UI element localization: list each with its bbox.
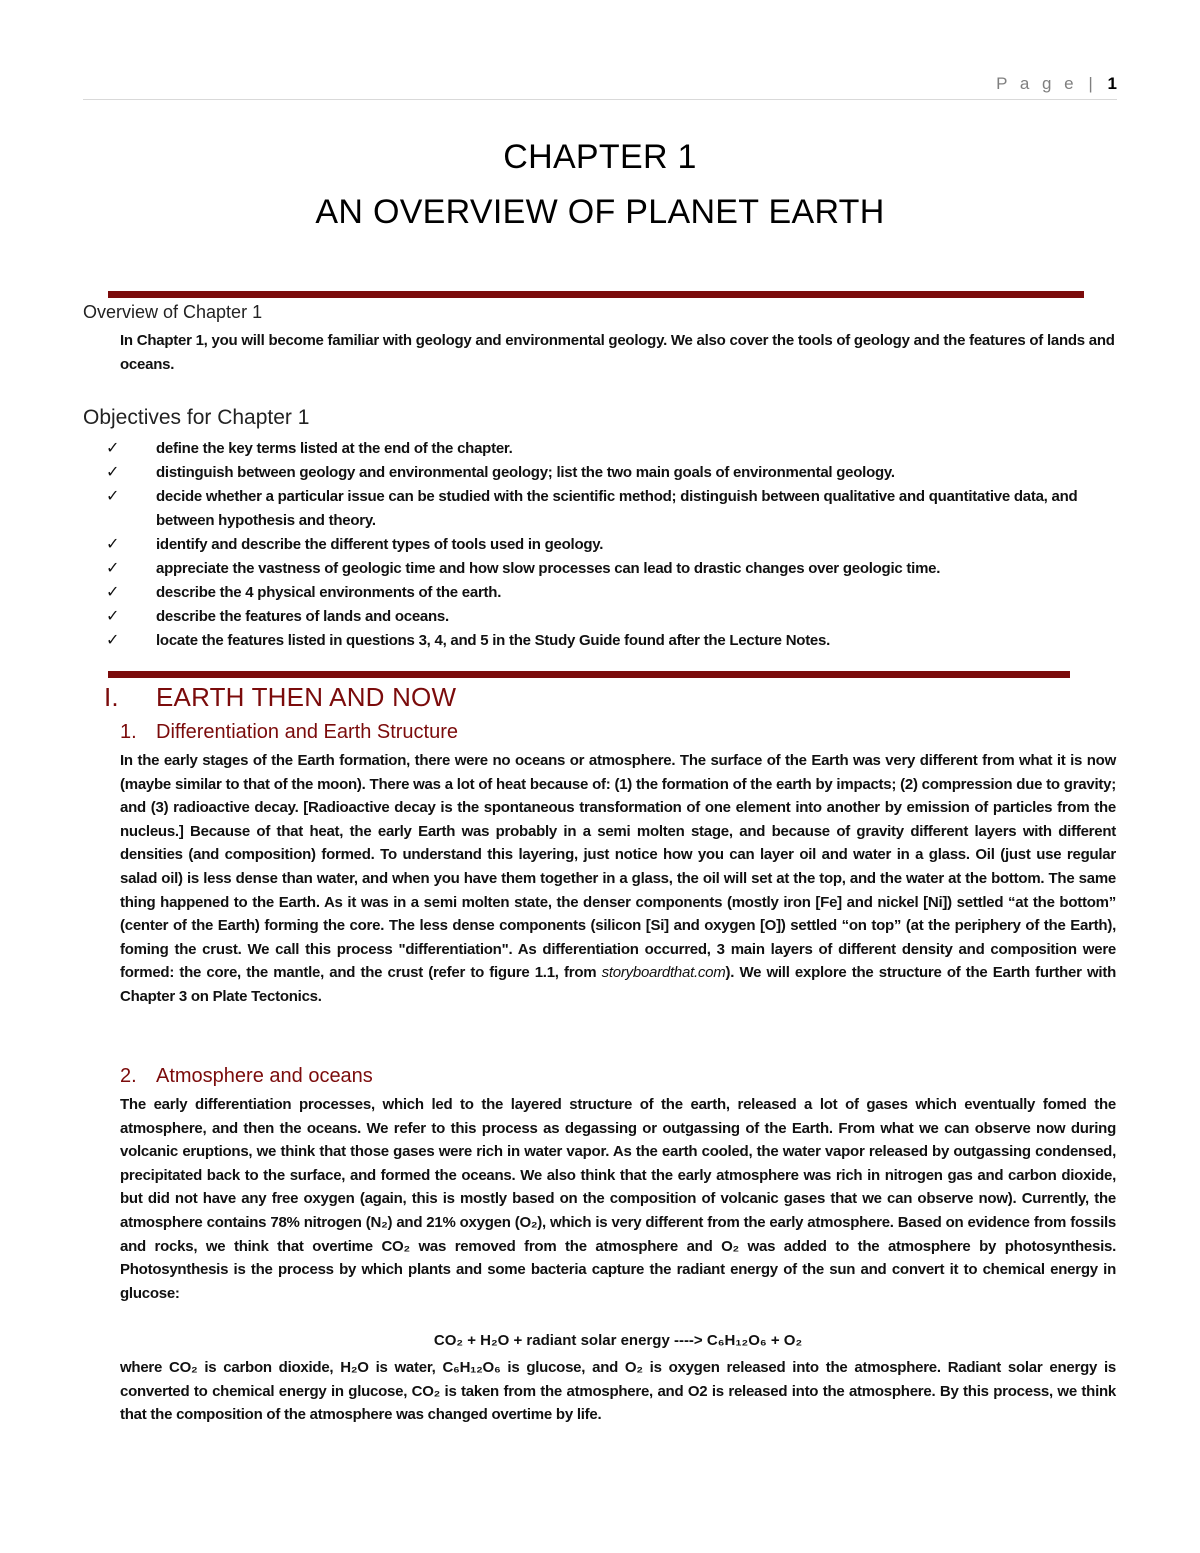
- chapter-title: CHAPTER 1: [503, 138, 697, 176]
- overview-heading: Overview of Chapter 1: [83, 302, 263, 322]
- differentiation-paragraph: In the early stages of the Earth formation, there were no oceans or atmosphere. The surface of the Earth was very different from what it is now (maybe similar to that of the moon). There was a lot of heat because of: (1) the formation of the earth by impacts; (2) compression due to gravity; and (3) radioactive decay. [Radioactive decay is the spontaneous transformation of one element into another by emission of particles from the nucleus.] Because of that heat, the early Earth was probably in a semi molten stage, and because of gravity different layers with different densities (and composition) formed. To understand this layering, just notice how you can layer oil and water in a glass. Oil (just use regular salad oil) is less dense than water, and when you have them together in a glass, the oil will set at the top, and the water at the bottom. The same thing happened to the Earth. As it was in a semi molten state, the denser components (mostly iron [Fe] and nickel [Ni]) settled “at the bottom” (center of the Earth) forming the core. The less dense components (silicon [Si] and oxygen [O]) settled “on top” (at the periphery of the Earth), foming the crust. We call this process "differentiation". As differentiation occurred, 3 main layers of different density and composition were formed: the core, the mantle, and the crust (refer to figure 1.1, from storyboardthat.com). We will explore the structure of the Earth further with Chapter 3 on Plate Tectonics.: [120, 752, 1116, 1005]
- check-icon: ✓: [106, 632, 120, 649]
- section-divider: [108, 671, 1070, 678]
- objective-item: ✓ define the key terms listed at the end of the chapter.: [106, 437, 1116, 461]
- check-icon: ✓: [106, 584, 120, 601]
- photosynthesis-equation: CO₂ + H₂O + radiant solar energy ----> C₆H₁₂O₆ + O₂: [433, 1332, 803, 1349]
- objectives-list: [106, 437, 1116, 653]
- chapter-subtitle: AN OVERVIEW OF PLANET EARTH: [315, 193, 885, 231]
- section-heading: [104, 682, 456, 713]
- subsection-number: 2.: [120, 1065, 137, 1087]
- check-icon: ✓: [106, 608, 120, 625]
- objective-item: ✓ distinguish between geology and environmental geology; list the two main goals of environmental geology.: [106, 461, 1116, 485]
- page-number: 1: [1107, 74, 1117, 93]
- section-numeral: I.: [104, 682, 119, 712]
- atmosphere-paragraph: The early differentiation processes, which led to the layered structure of the earth, released a lot of gases which eventually fomed the atmosphere, and then the oceans. We refer to this process as degassing or outgassing of the Earth. From what we can observe now during volcanic eruptions, we think that those gases were rich in water vapor. As the earth cooled, the water vapor released by outgassing condensed, precipitated back to the surface, and formed the oceans. We also think that the early atmosphere was rich in nitrogen gas and carbon dioxide, but did not have any free oxygen (again, this is mostly based on the composition of volcanic gases that we can observe now). Currently, the atmosphere contains 78% nitrogen (N₂) and 21% oxygen (O₂), which is very different from the early atmosphere. Based on evidence from fossils and rocks, we think that overtime CO₂ was removed from the atmosphere and O₂ was added to the atmosphere by photosynthesis. Photosynthesis is the process by which plants and some bacteria capture the radiant energy of the sun and convert it to chemical energy in glucose:: [120, 1096, 1116, 1302]
- check-icon: ✓: [106, 440, 120, 457]
- subsection-number: 1.: [120, 721, 137, 743]
- check-icon: ✓: [106, 536, 120, 553]
- equation-explanation: where CO₂ is carbon dioxide, H₂O is water, C₆H₁₂O₆ is glucose, and O₂ is oxygen released into the atmosphere. Radiant solar energy is converted to chemical energy in glucose, CO₂ is taken from the atmosphere, and O2 is released into the atmosphere. By this process, we think that the composition of the atmosphere was changed overtime by life.: [120, 1359, 1116, 1424]
- subsection-title: Differentiation and Earth Structure: [156, 721, 459, 743]
- overview-text: In Chapter 1, you will become familiar with geology and environmental geology. We also cover the tools of geology and the features of lands and oceans.: [120, 332, 1115, 373]
- objective-item: ✓ locate the features listed in questions 3, 4, and 5 in the Study Guide found after the Lecture Notes.: [106, 629, 1116, 653]
- page-label: P a g e: [996, 74, 1078, 93]
- subsection-heading-atmosphere: [120, 1065, 373, 1088]
- source-reference: storyboardthat.com: [601, 964, 726, 982]
- subsection-title: Atmosphere and oceans: [156, 1065, 373, 1087]
- objectives-heading: Objectives for Chapter 1: [83, 406, 310, 429]
- page-separator: |: [1088, 74, 1093, 93]
- objective-item: ✓ describe the 4 physical environments of the earth.: [106, 581, 1116, 605]
- objective-item: ✓ identify and describe the different types of tools used in geology.: [106, 533, 1116, 557]
- check-icon: ✓: [106, 488, 120, 505]
- subsection-heading-differentiation: [120, 721, 458, 744]
- title-divider: [108, 291, 1084, 298]
- page-header: [996, 74, 1117, 94]
- objective-item: ✓ describe the features of lands and oceans.: [106, 605, 1116, 629]
- header-divider: [83, 99, 1117, 100]
- objective-item: ✓ decide whether a particular issue can be studied with the scientific method; distinguish between qualitative and quantitative data, and between hypothesis and theory.: [106, 485, 1116, 533]
- section-title: EARTH THEN AND NOW: [156, 682, 457, 712]
- check-icon: ✓: [106, 560, 120, 577]
- check-icon: ✓: [106, 464, 120, 481]
- objective-item: ✓ appreciate the vastness of geologic time and how slow processes can lead to drastic changes over geologic time.: [106, 557, 1116, 581]
